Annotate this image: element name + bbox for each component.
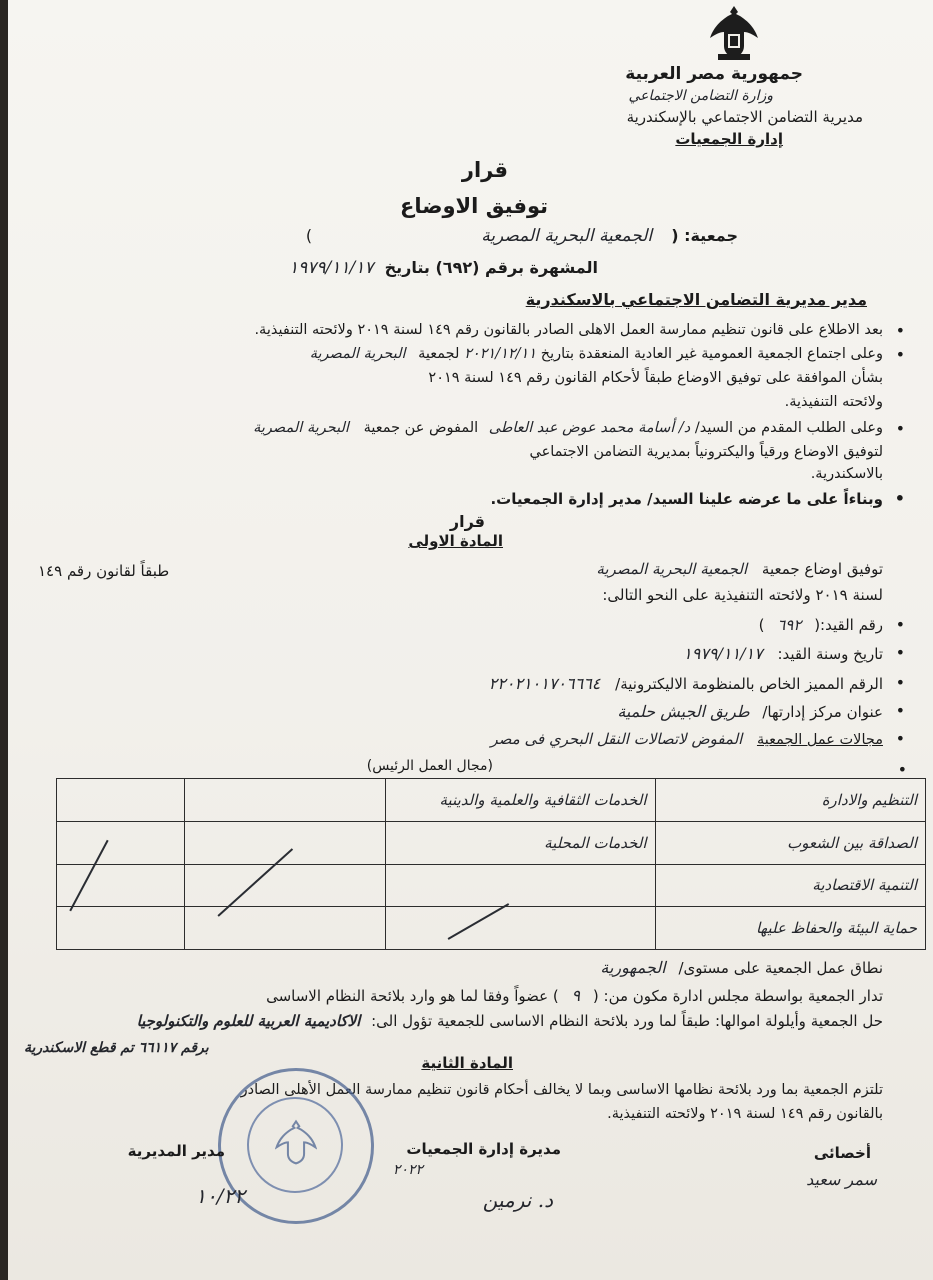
article-2-title: المادة الثانية	[421, 1054, 513, 1072]
table-cell: التنظيم والادارة	[655, 779, 925, 822]
eagle-emblem-icon	[708, 4, 760, 64]
table-cell	[385, 907, 655, 950]
preamble-item-4: وبناءاً على ما عرضه علينا السيد/ مدير إدارة الجمعيات. •	[490, 490, 883, 508]
preamble-item-3-end: بالاسكندرية.	[810, 466, 883, 482]
preamble-item-1: بعد الاطلاع على قانون تنظيم ممارسة العمل الاهلى الصادر بالقانون رقم ١٤٩ لسنة ٢٠١٩ ولائحته التنفيذية. •	[254, 322, 883, 338]
manager-year: ٢٠٢٢	[392, 1162, 423, 1178]
table-cell	[184, 864, 385, 907]
article-1-line-2: لسنة ٢٠١٩ ولائحته التنفيذية على النحو التالى:	[602, 586, 883, 604]
doc-title: قرار	[461, 158, 508, 182]
preamble-item-2: وعلى اجتماع الجمعية العمومية غير العادية المنعقدة بتاريخ ٢٠٢١/١٢/١١ لجمعية البحرية المصرية •	[310, 346, 883, 362]
director-signature: ١٠/٢٢	[195, 1184, 245, 1208]
document-page	[8, 0, 933, 1280]
preamble-item-2-cont: بشأن الموافقة على توفيق الاوضاع طبقاً لأحكام القانون رقم ١٤٩ لسنة ٢٠١٩	[428, 370, 883, 386]
fields-table	[56, 778, 926, 950]
doc-subtitle: توفيق الاوضاع	[399, 194, 548, 218]
table-cell: التنمية الاقتصادية	[655, 864, 925, 907]
registration-number-line: رقم القيد:( ٦٩٢ ) •	[759, 616, 883, 634]
article-1-law: طبقاً لقانون رقم ١٤٩	[38, 562, 170, 580]
article-2-line-1: تلتزم الجمعية بما ورد بلائحة نظامها الاساسى وبما لا يخالف أحكام قانون تنظيم ممارسة العمل الأهلى الصادر	[240, 1082, 883, 1098]
registration-number: ٦٩٢	[777, 616, 802, 634]
association-name: الجمعية البحرية المصرية	[481, 226, 653, 246]
association-line: جمعية: ( الجمعية البحرية المصرية )	[305, 226, 738, 246]
scope-line: نطاق عمل الجمعية على مستوى/ الجمهورية	[600, 958, 883, 977]
preamble-item-2-end: ولائحته التنفيذية.	[784, 394, 883, 410]
table-cell	[57, 821, 185, 864]
director-label: مدير المديرية	[127, 1142, 225, 1160]
board-line: تدار الجمعية بواسطة مجلس ادارة مكون من: ( ٩ ) عضواً وفقا لما هو وارد بلائحة النظام الاساسى	[266, 986, 883, 1005]
table-cell	[184, 821, 385, 864]
specialist-signature: سمر سعيد	[806, 1170, 877, 1189]
table-cell: حماية البيئة والحفاظ عليها	[655, 907, 925, 950]
table-cell	[184, 779, 385, 822]
department-name: إدارة الجمعيات	[675, 130, 783, 148]
table-cell	[385, 864, 655, 907]
specialist-label: أخصائى	[813, 1144, 871, 1162]
dissolution-line: حل الجمعية وأيلولة اموالها: طبقاً لما ورد بلائحة النظام الاساسى للجمعية تؤول الى: الاكاديمية العربية للعلوم والتكنولوجيا	[136, 1012, 883, 1030]
table-cell	[184, 907, 385, 950]
manager-signature: د. نرمين	[482, 1188, 553, 1212]
table-cell: الخدمات الثقافية والعلمية والدينية	[385, 779, 655, 822]
ministry-name: وزارة التضامن الاجتماعي	[628, 88, 773, 104]
article-1-line-1: توفيق اوضاع جمعية الجمعية البحرية المصرية	[596, 560, 883, 578]
table-row	[57, 864, 926, 907]
registration-line: المشهرة برقم (٦٩٢) بتاريخ ١٩٧٩/١١/١٧	[289, 258, 598, 278]
directorate-name: مديرية التضامن الاجتماعي بالإسكندرية	[626, 108, 863, 126]
bullet-dot: •	[897, 760, 907, 779]
registration-date: ١٩٧٩/١١/١٧	[289, 258, 374, 278]
table-cell: الصداقة بين الشعوب	[655, 821, 925, 864]
table-row	[57, 779, 926, 822]
unique-number-line: الرقم المميز الخاص بالمنظومة الاليكترونية/ ٢٢٠٢١٠١٧٠٦٦٦٤ •	[489, 674, 883, 693]
table-cell: الخدمات المحلية	[385, 821, 655, 864]
address-line: عنوان مركز إدارتها/ طريق الجيش حلمية •	[617, 702, 883, 721]
article-1-title: المادة الاولى	[408, 532, 503, 550]
table-cell	[57, 779, 185, 822]
decision-label: قرار	[449, 512, 485, 531]
stamp-eagle-icon	[275, 1119, 317, 1169]
issuer: مدير مديرية التضامن الاجتماعي بالاسكندرية	[525, 290, 867, 309]
preamble-item-3-cont: لتوفيق الاوضاع ورقياً واليكترونياً بمديرية التضامن الاجتماعي	[529, 444, 883, 460]
preamble-item-3: وعلى الطلب المقدم من السيد/ د/ أسامة محمد عوض عبد العاطى المفوض عن جمعية البحرية المصرية •	[253, 420, 883, 436]
article-2-line-2: بالقانون رقم ١٤٩ لسنة ٢٠١٩ ولائحته التنفيذية.	[607, 1106, 883, 1122]
table-cell	[57, 907, 185, 950]
country-name: جمهورية مصر العربية	[625, 64, 803, 84]
main-field-label: (مجال العمل الرئيس)	[366, 758, 493, 774]
registration-date-line: تاريخ وسنة القيد: ١٩٧٩/١١/١٧ •	[683, 644, 883, 663]
fields-line: مجالات عمل الجمعية المفوض لاتصالات النقل البحري فى مصر •	[490, 730, 883, 748]
table-row	[57, 821, 926, 864]
dissolution-beneficiary-2: برقم ٦٦١١٧ تم قطع الاسكندرية	[24, 1040, 209, 1056]
manager-label: مديرة إدارة الجمعيات	[406, 1140, 561, 1158]
